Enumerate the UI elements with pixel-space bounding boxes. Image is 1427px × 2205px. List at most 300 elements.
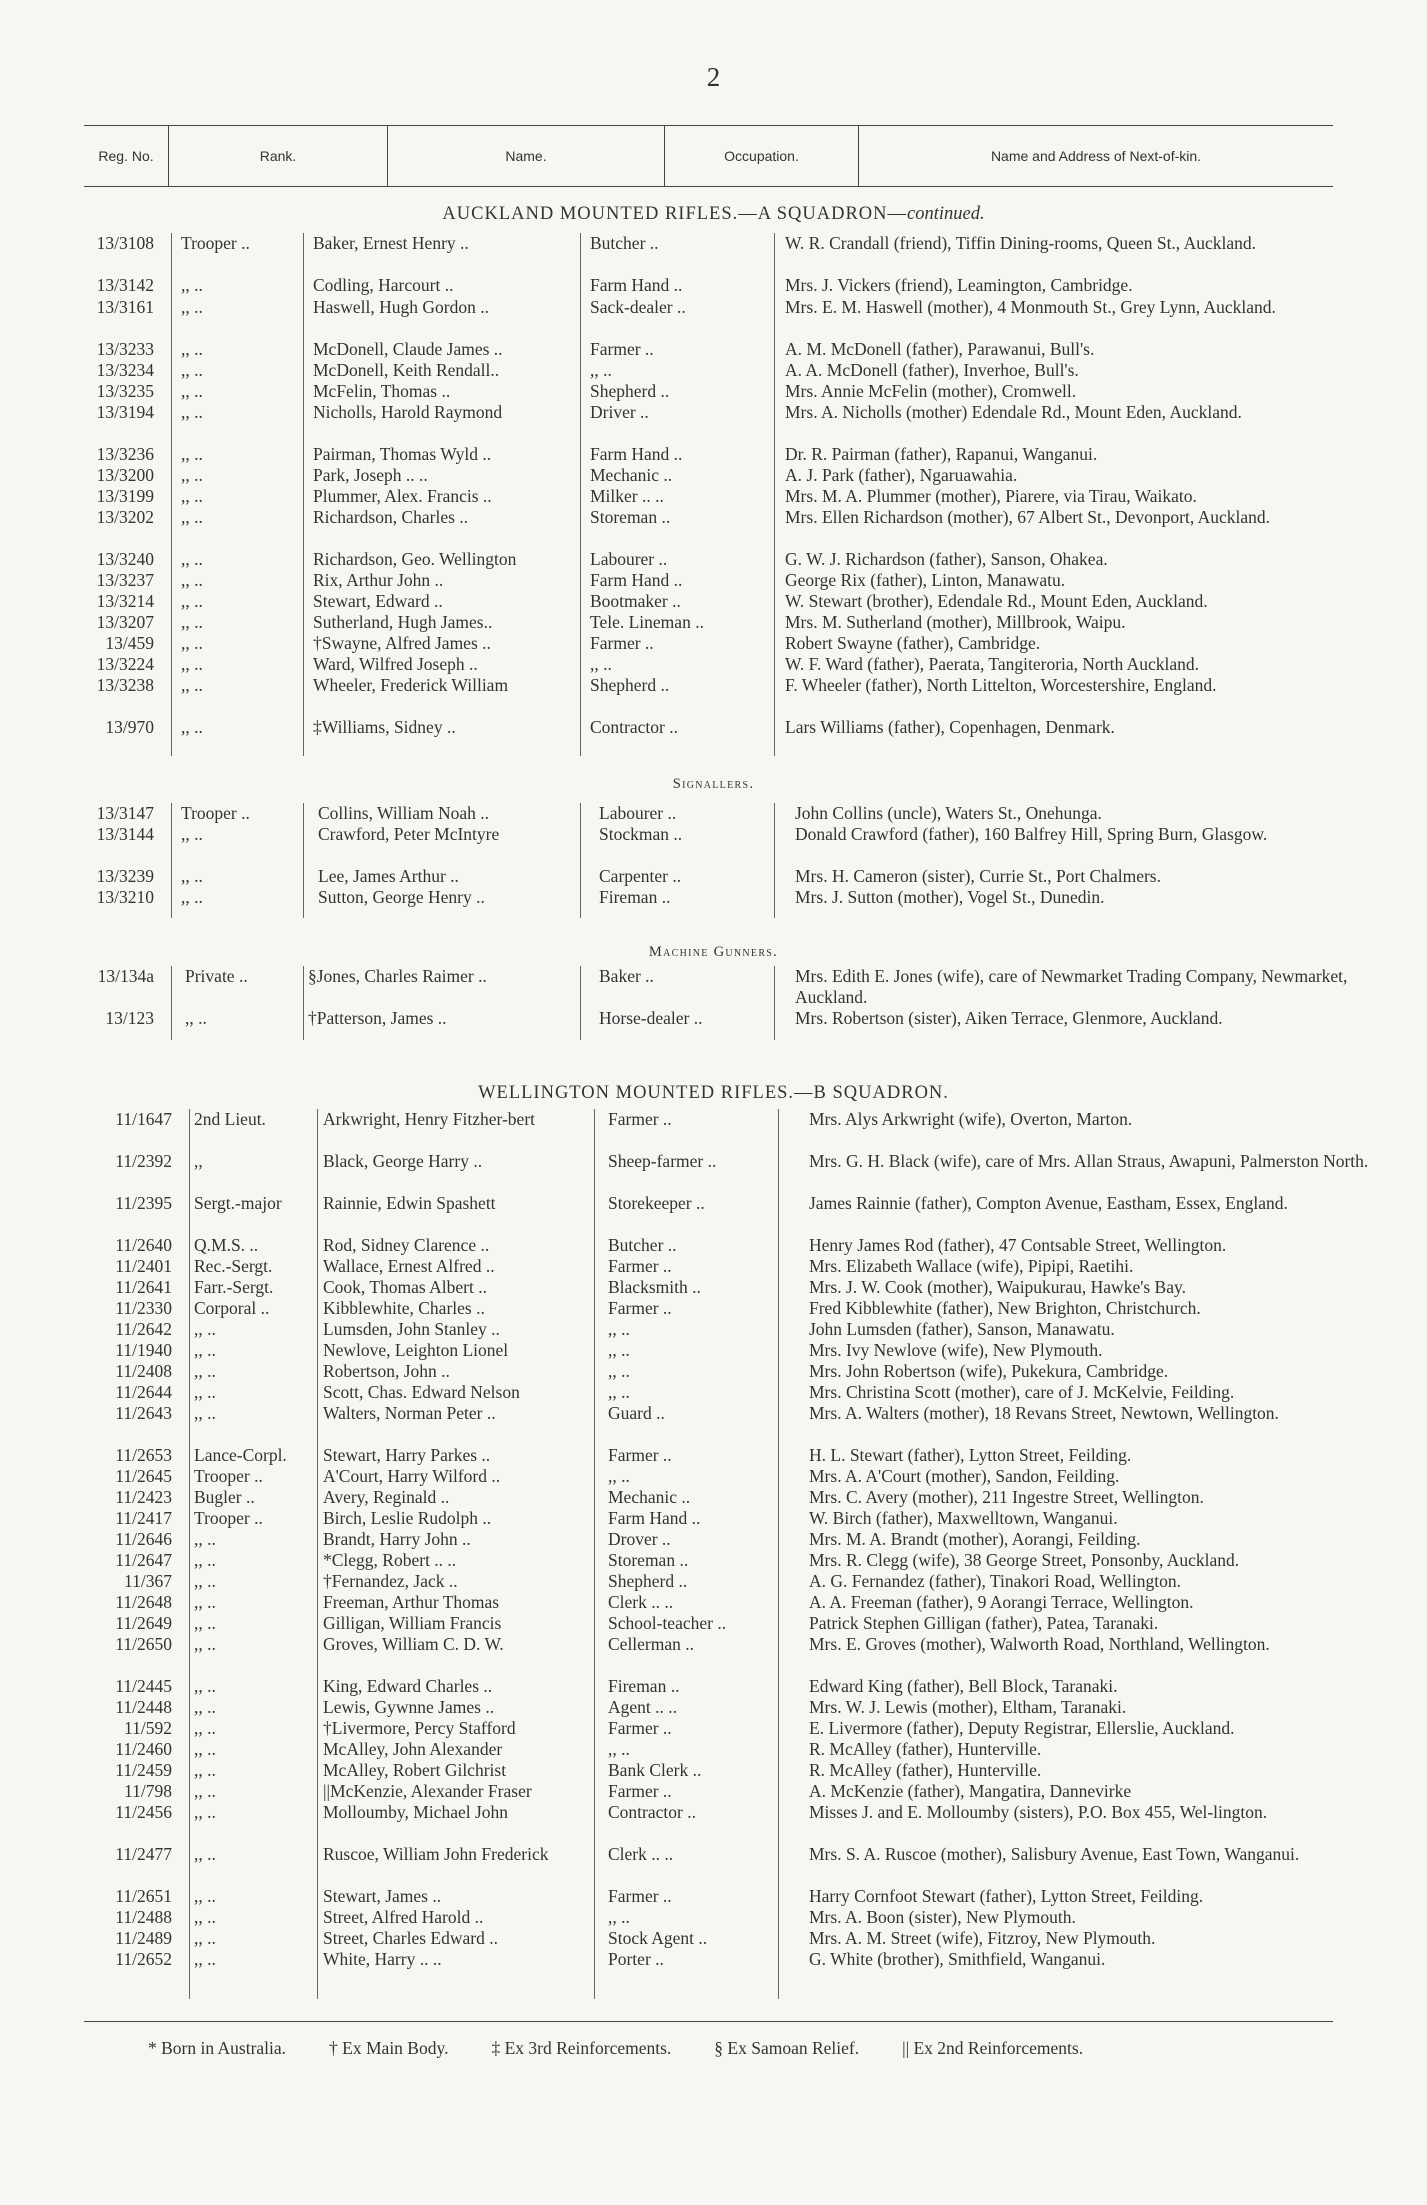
cell-rank: ,, .. (194, 1529, 216, 1549)
cell-name: Avery, Reginald .. (323, 1487, 450, 1507)
cell-occ: ,, .. (608, 1739, 630, 1759)
cell-occ: ,, .. (590, 360, 612, 380)
cell-name: ||McKenzie, Alexander Fraser (323, 1781, 532, 1801)
column-rule (189, 1109, 190, 1999)
cell-rank: Rec.-Sergt. (194, 1256, 273, 1276)
cell-reg: 11/1940 (115, 1340, 172, 1360)
cell-occ: Agent .. .. (608, 1697, 678, 1717)
cell-rank: ,, .. (181, 866, 203, 886)
cell-reg: 13/3224 (96, 654, 154, 674)
cell-reg: 13/3238 (96, 675, 154, 695)
cell-nok: Mrs. A. A'Court (mother), Sandon, Feilding. (809, 1466, 1120, 1486)
cell-reg: 11/2395 (115, 1193, 172, 1213)
cell-reg: 13/3142 (96, 275, 154, 295)
cell-occ: Drover .. (608, 1529, 671, 1549)
column-rule (317, 1109, 318, 1999)
cell-name: †Swayne, Alfred James .. (313, 633, 491, 653)
cell-occ: Driver .. (590, 402, 649, 422)
column-rule (580, 803, 581, 918)
cell-occ: Butcher .. (590, 233, 659, 253)
cell-reg: 11/2392 (115, 1151, 172, 1171)
cell-nok: H. L. Stewart (father), Lytton Street, Feilding. (809, 1445, 1132, 1465)
cell-reg: 11/2653 (115, 1445, 172, 1465)
cell-name: Ruscoe, William John Frederick (323, 1844, 549, 1864)
footnote: * Born in Australia. (148, 2038, 287, 2058)
cell-occ: Shepherd .. (608, 1571, 688, 1591)
cell-rank: Trooper .. (181, 803, 250, 823)
cell-occ: Butcher .. (608, 1235, 677, 1255)
cell-rank: ,, .. (181, 654, 203, 674)
cell-rank: ,, .. (194, 1739, 216, 1759)
cell-name: Arkwright, Henry Fitzher-bert (323, 1109, 536, 1129)
cell-nok: Robert Swayne (father), Cambridge. (785, 633, 1041, 653)
cell-occ: ,, .. (608, 1466, 630, 1486)
cell-name: Haswell, Hugh Gordon .. (313, 297, 489, 317)
cell-reg: 13/3207 (96, 612, 154, 632)
table-header (84, 125, 1333, 187)
cell-name: Pairman, Thomas Wyld .. (313, 444, 492, 464)
cell-occ: ,, .. (608, 1340, 630, 1360)
cell-reg: 11/1647 (115, 1109, 172, 1129)
cell-nok: Mrs. H. Cameron (sister), Currie St., Port Chalmers. (795, 866, 1161, 886)
cell-nok: Mrs. A. M. Street (wife), Fitzroy, New Plymouth. (809, 1928, 1156, 1948)
cell-reg: 11/2643 (115, 1403, 172, 1423)
cell-occ: Clerk .. .. (608, 1592, 674, 1612)
cell-nok: Donald Crawford (father), 160 Balfrey Hill, Spring Burn, Glasgow. (795, 824, 1268, 844)
cell-reg: 13/3199 (96, 486, 154, 506)
cell-nok: Mrs. S. A. Ruscoe (mother), Salisbury Avenue, East Town, Wanganui. (809, 1844, 1300, 1864)
cell-nok: Fred Kibblewhite (father), New Brighton, Christchurch. (809, 1298, 1201, 1318)
cell-reg: 11/367 (124, 1571, 172, 1591)
cell-name: Lee, James Arthur .. (318, 866, 459, 886)
cell-reg: 13/3161 (96, 297, 154, 317)
cell-nok: Dr. R. Pairman (father), Rapanui, Wanganui. (785, 444, 1098, 464)
cell-name: Nicholls, Harold Raymond (313, 402, 503, 422)
cell-nok: Mrs. John Robertson (wife), Pukekura, Cambridge. (809, 1361, 1169, 1381)
cell-nok: Henry James Rod (father), 47 Contsable Street, Wellington. (809, 1235, 1227, 1255)
cell-reg: 13/3147 (96, 803, 154, 823)
cell-name: Ward, Wilfred Joseph .. (313, 654, 478, 674)
cell-occ: Tele. Lineman .. (590, 612, 704, 632)
cell-nok: A. A. McDonell (father), Inverhoe, Bull's. (785, 360, 1079, 380)
cell-occ: ,, .. (608, 1907, 630, 1927)
cell-nok: Mrs. A. Boon (sister), New Plymouth. (809, 1907, 1076, 1927)
cell-occ: Storeman .. (590, 507, 671, 527)
cell-name: Black, George Harry .. (323, 1151, 483, 1171)
footer-rule (84, 2021, 1333, 2022)
cell-rank: Bugler .. (194, 1487, 255, 1507)
cell-rank: ,, .. (194, 1844, 216, 1864)
column-rule (580, 233, 581, 756)
cell-rank: ,, .. (194, 1592, 216, 1612)
column-rule (778, 1109, 779, 1999)
column-rule (303, 966, 304, 1040)
cell-name: Groves, William C. D. W. (323, 1634, 504, 1654)
cell-rank: ,, .. (185, 1008, 207, 1028)
cell-occ: Farmer .. (608, 1298, 672, 1318)
cell-occ: ,, .. (608, 1382, 630, 1402)
cell-reg: 11/2460 (115, 1739, 172, 1759)
cell-reg: 13/3234 (96, 360, 154, 380)
cell-rank: Q.M.S. .. (194, 1235, 259, 1255)
section-title (0, 776, 1427, 793)
cell-nok: John Lumsden (father), Sanson, Manawatu. (809, 1319, 1115, 1339)
cell-rank: ,, .. (194, 1949, 216, 1969)
cell-name: Birch, Leslie Rudolph .. (323, 1508, 492, 1528)
footnote: † Ex Main Body. (329, 2038, 449, 2058)
cell-occ: Fireman .. (599, 887, 671, 907)
cell-rank: Lance-Corpl. (194, 1445, 287, 1465)
column-rule (171, 966, 172, 1040)
cell-name: McDonell, Claude James .. (313, 339, 503, 359)
column-rule (303, 233, 304, 756)
cell-nok: Mrs. J. W. Cook (mother), Waipukurau, Hawke's Bay. (809, 1277, 1186, 1297)
cell-reg: 11/2648 (115, 1592, 172, 1612)
cell-name: Park, Joseph .. .. (313, 465, 428, 485)
cell-nok: Mrs. E. M. Haswell (mother), 4 Monmouth St., Grey Lynn, Auckland. (785, 297, 1276, 317)
cell-name: Stewart, Harry Parkes .. (323, 1445, 491, 1465)
cell-nok: A. McKenzie (father), Mangatira, Dannevirke (809, 1781, 1132, 1801)
cell-reg: 11/2417 (115, 1508, 172, 1528)
column-rule (580, 966, 581, 1040)
cell-rank: ,, .. (181, 339, 203, 359)
cell-rank: ,, .. (194, 1634, 216, 1654)
cell-rank: Trooper .. (194, 1466, 263, 1486)
cell-rank: ,, .. (181, 486, 203, 506)
cell-nok: Mrs. Edith E. Jones (wife), care of Newmarket Trading Company, Newmarket, Auckland. (795, 966, 1348, 1007)
cell-name: Street, Alfred Harold .. (323, 1907, 484, 1927)
cell-rank: ,, .. (181, 591, 203, 611)
cell-rank: ,, .. (194, 1886, 216, 1906)
cell-nok: E. Livermore (father), Deputy Registrar, Ellerslie, Auckland. (809, 1718, 1235, 1738)
section-title (0, 1083, 1427, 1104)
column-rule (774, 966, 775, 1040)
cell-nok: Mrs. E. Groves (mother), Walworth Road, Northland, Wellington. (809, 1634, 1270, 1654)
cell-rank: ,, .. (181, 824, 203, 844)
cell-name: Newlove, Leighton Lionel (323, 1340, 509, 1360)
cell-nok: Mrs. Annie McFelin (mother), Cromwell. (785, 381, 1077, 401)
header-next-of-kin: Name and Address of Next-of-kin. (990, 148, 1202, 164)
cell-occ: Farm Hand .. (608, 1508, 701, 1528)
column-rule (594, 1109, 595, 1999)
cell-occ: Porter .. (608, 1949, 664, 1969)
cell-nok: Mrs. J. Sutton (mother), Vogel St., Dunedin. (795, 887, 1105, 907)
cell-occ: Storeman .. (608, 1550, 689, 1570)
cell-name: †Livermore, Percy Stafford (323, 1718, 516, 1738)
cell-occ: Guard .. (608, 1403, 665, 1423)
cell-rank: Sergt.-major (194, 1193, 282, 1213)
cell-rank: ,, .. (194, 1928, 216, 1948)
cell-name: Sutherland, Hugh James.. (313, 612, 493, 632)
cell-nok: G. W. J. Richardson (father), Sanson, Ohakea. (785, 549, 1108, 569)
cell-reg: 11/2330 (115, 1298, 172, 1318)
cell-occ: Farm Hand .. (590, 275, 683, 295)
cell-nok: Mrs. Alys Arkwright (wife), Overton, Marton. (809, 1109, 1133, 1129)
cell-reg: 11/2489 (115, 1928, 172, 1948)
section-title (0, 204, 1427, 225)
section-title-text: AUCKLAND MOUNTED RIFLES.—A SQUADRON— (442, 204, 908, 224)
cell-name: Rainnie, Edwin Spashett (323, 1193, 496, 1213)
cell-occ: Shepherd .. (590, 675, 670, 695)
cell-occ: Milker .. .. (590, 486, 664, 506)
cell-reg: 13/3144 (96, 824, 154, 844)
cell-nok: A. A. Freeman (father), 9 Aorangi Terrace, Wellington. (809, 1592, 1194, 1612)
cell-nok: Mrs. A. Nicholls (mother) Edendale Rd., Mount Eden, Auckland. (785, 402, 1242, 422)
cell-reg: 13/123 (105, 1008, 154, 1028)
cell-rank: Trooper .. (194, 1508, 263, 1528)
page-number: 2 (706, 62, 721, 92)
cell-name: Street, Charles Edward .. (323, 1928, 498, 1948)
cell-name: Brandt, Harry John .. (323, 1529, 471, 1549)
cell-reg: 11/2650 (115, 1634, 172, 1654)
cell-occ: Farmer .. (590, 339, 654, 359)
cell-occ: Farm Hand .. (590, 444, 683, 464)
cell-rank: ,, .. (194, 1613, 216, 1633)
cell-reg: 11/592 (124, 1718, 172, 1738)
footnote: ‡ Ex 3rd Reinforcements. (491, 2038, 672, 2058)
cell-nok: Mrs. G. H. Black (wife), care of Mrs. Allan Straus, Awapuni, Palmerston North. (809, 1151, 1369, 1171)
cell-name: Lewis, Gywnne James .. (323, 1697, 495, 1717)
cell-occ: Labourer .. (590, 549, 668, 569)
cell-nok: Mrs. W. J. Lewis (mother), Eltham, Taranaki. (809, 1697, 1127, 1717)
cell-reg: 13/3233 (96, 339, 154, 359)
cell-nok: W. Stewart (brother), Edendale Rd., Mount Eden, Auckland. (785, 591, 1208, 611)
cell-nok: Mrs. R. Clegg (wife), 38 George Street, Ponsonby, Auckland. (809, 1550, 1240, 1570)
cell-nok: Mrs. C. Avery (mother), 211 Ingestre Street, Wellington. (809, 1487, 1204, 1507)
cell-nok: Mrs. M. A. Plummer (mother), Piarere, via Tirau, Waikato. (785, 486, 1197, 506)
cell-name: Plummer, Alex. Francis .. (313, 486, 492, 506)
cell-name: †Fernandez, Jack .. (323, 1571, 458, 1591)
cell-rank: ,, .. (194, 1760, 216, 1780)
cell-occ: Labourer .. (599, 803, 677, 823)
cell-reg: 11/2645 (115, 1466, 172, 1486)
cell-reg: 13/3235 (96, 381, 154, 401)
cell-name: Crawford, Peter McIntyre (318, 824, 500, 844)
cell-occ: Farm Hand .. (590, 570, 683, 590)
cell-rank: ,, .. (181, 887, 203, 907)
cell-name: Stewart, Edward .. (313, 591, 443, 611)
cell-name: Wallace, Ernest Alfred .. (323, 1256, 495, 1276)
cell-occ: Carpenter .. (599, 866, 682, 886)
cell-occ: Sack-dealer .. (590, 297, 686, 317)
cell-name: King, Edward Charles .. (323, 1676, 493, 1696)
header-occupation: Occupation. (724, 148, 799, 164)
cell-reg: 13/459 (105, 633, 154, 653)
cell-occ: Farmer .. (608, 1445, 672, 1465)
cell-rank: ,, .. (194, 1382, 216, 1402)
cell-reg: 11/2646 (115, 1529, 172, 1549)
cell-name: Scott, Chas. Edward Nelson (323, 1382, 520, 1402)
cell-rank: ,, .. (194, 1697, 216, 1717)
cell-occ: Farmer .. (608, 1256, 672, 1276)
cell-name: Rix, Arthur John .. (313, 570, 444, 590)
cell-nok: Mrs. M. A. Brandt (mother), Aorangi, Feilding. (809, 1529, 1141, 1549)
cell-rank: ,, .. (181, 507, 203, 527)
cell-name: Cook, Thomas Albert .. (323, 1277, 487, 1297)
cell-rank: Corporal .. (194, 1298, 270, 1318)
cell-name: Richardson, Geo. Wellington (313, 549, 517, 569)
cell-name: McFelin, Thomas .. (313, 381, 451, 401)
column-rule (774, 233, 775, 756)
cell-reg: 11/2647 (115, 1550, 172, 1570)
cell-nok: Patrick Stephen Gilligan (father), Patea, Taranaki. (809, 1613, 1159, 1633)
cell-reg: 13/3202 (96, 507, 154, 527)
cell-rank: ,, .. (194, 1571, 216, 1591)
cell-name: Molloumby, Michael John (323, 1802, 509, 1822)
cell-name: Collins, William Noah .. (318, 803, 490, 823)
cell-nok: F. Wheeler (father), North Littelton, Worcestershire, England. (785, 675, 1217, 695)
cell-reg: 13/3240 (96, 549, 154, 569)
cell-rank: ,, .. (181, 549, 203, 569)
cell-reg: 11/2423 (115, 1487, 172, 1507)
cell-nok: W. R. Crandall (friend), Tiffin Dining-rooms, Queen St., Auckland. (785, 233, 1257, 253)
cell-occ: Clerk .. .. (608, 1844, 674, 1864)
cell-reg: 11/2459 (115, 1760, 172, 1780)
cell-nok: G. White (brother), Smithfield, Wanganui. (809, 1949, 1106, 1969)
cell-reg: 13/3214 (96, 591, 154, 611)
cell-nok: Lars Williams (father), Copenhagen, Denmark. (785, 717, 1115, 737)
section-title-suffix: continued. (907, 204, 985, 224)
cell-occ: Contractor .. (608, 1802, 696, 1822)
column-rule (303, 803, 304, 918)
cell-rank: Farr.-Sergt. (194, 1277, 274, 1297)
cell-rank: ,, .. (194, 1361, 216, 1381)
cell-nok: Mrs. Robertson (sister), Aiken Terrace, Glenmore, Auckland. (795, 1008, 1223, 1028)
footnote: || Ex 2nd Reinforcements. (902, 2038, 1084, 2058)
cell-nok: R. McAlley (father), Hunterville. (809, 1760, 1042, 1780)
section-title-text: Machine Gunners. (648, 944, 779, 960)
cell-reg: 11/2477 (115, 1844, 172, 1864)
cell-name: Baker, Ernest Henry .. (313, 233, 469, 253)
cell-nok: John Collins (uncle), Waters St., Onehunga. (795, 803, 1102, 823)
cell-name: White, Harry .. .. (323, 1949, 442, 1969)
cell-nok: W. Birch (father), Maxwelltown, Wanganui. (809, 1508, 1118, 1528)
cell-nok: A. G. Fernandez (father), Tinakori Road, Wellington. (809, 1571, 1182, 1591)
cell-rank: ,, .. (194, 1550, 216, 1570)
cell-nok: Mrs. A. Walters (mother), 18 Revans Street, Newtown, Wellington. (809, 1403, 1279, 1423)
cell-name: McAlley, John Alexander (323, 1739, 503, 1759)
cell-name: Wheeler, Frederick William (313, 675, 509, 695)
cell-rank: ,, .. (181, 297, 203, 317)
cell-occ: Bank Clerk .. (608, 1760, 702, 1780)
cell-nok: Misses J. and E. Molloumby (sisters), P.O. Box 455, Wel-lington. (809, 1802, 1268, 1822)
cell-name: Stewart, James .. (323, 1886, 442, 1906)
cell-name: Freeman, Arthur Thomas (323, 1592, 500, 1612)
cell-occ: Shepherd .. (590, 381, 670, 401)
cell-rank: ,, .. (181, 612, 203, 632)
cell-rank: ,, .. (181, 465, 203, 485)
column-rule (774, 803, 775, 918)
cell-occ: Baker .. (599, 966, 654, 986)
cell-reg: 11/2456 (115, 1802, 172, 1822)
cell-occ: Storekeeper .. (608, 1193, 705, 1213)
cell-reg: 11/2488 (115, 1907, 172, 1927)
cell-reg: 11/2401 (115, 1256, 172, 1276)
cell-reg: 11/2652 (115, 1949, 172, 1969)
cell-occ: Mechanic .. (608, 1487, 691, 1507)
cell-name: Codling, Harcourt .. (313, 275, 454, 295)
column-rule (171, 233, 172, 756)
cell-rank: ,, .. (194, 1340, 216, 1360)
cell-occ: Blacksmith .. (608, 1277, 701, 1297)
cell-reg: 13/970 (105, 717, 154, 737)
cell-occ: Farmer .. (608, 1718, 672, 1738)
cell-reg: 11/2408 (115, 1361, 172, 1381)
cell-nok: James Rainnie (father), Compton Avenue, Eastham, Essex, England. (809, 1193, 1288, 1213)
cell-name: A'Court, Harry Wilford .. (323, 1466, 501, 1486)
cell-occ: ,, .. (608, 1361, 630, 1381)
cell-occ: School-teacher .. (608, 1613, 727, 1633)
cell-reg: 13/3239 (96, 866, 154, 886)
cell-nok: Mrs. J. Vickers (friend), Leamington, Cambridge. (785, 275, 1133, 295)
cell-name: Rod, Sidney Clarence .. (323, 1235, 490, 1255)
cell-name: Sutton, George Henry .. (318, 887, 485, 907)
cell-nok: W. F. Ward (father), Paerata, Tangiteroria, North Auckland. (785, 654, 1200, 674)
cell-rank: ,, .. (194, 1907, 216, 1927)
cell-name: McDonell, Keith Rendall.. (313, 360, 500, 380)
cell-reg: 11/798 (124, 1781, 172, 1801)
cell-occ: Horse-dealer .. (599, 1008, 703, 1028)
cell-nok: A. M. McDonell (father), Parawanui, Bull's. (785, 339, 1095, 359)
cell-rank: ,, .. (181, 633, 203, 653)
cell-reg: 11/2640 (115, 1235, 172, 1255)
cell-name: *Clegg, Robert .. .. (323, 1550, 457, 1570)
cell-rank: ,, .. (194, 1781, 216, 1801)
cell-reg: 11/2649 (115, 1613, 172, 1633)
cell-nok: R. McAlley (father), Hunterville. (809, 1739, 1042, 1759)
cell-reg: 13/3236 (96, 444, 154, 464)
section-title (0, 944, 1427, 961)
cell-name: McAlley, Robert Gilchrist (323, 1760, 507, 1780)
cell-rank: ,, .. (181, 381, 203, 401)
header-rank: Rank. (259, 148, 297, 164)
cell-rank: ,, .. (194, 1676, 216, 1696)
cell-reg: 11/2445 (115, 1676, 172, 1696)
footnote: § Ex Samoan Relief. (714, 2038, 860, 2058)
header-reg-no: Reg. No. (98, 148, 154, 164)
cell-nok: Mrs. Elizabeth Wallace (wife), Pipipi, Raetihi. (809, 1256, 1134, 1276)
cell-name: Richardson, Charles .. (313, 507, 469, 527)
section-title-text: WELLINGTON MOUNTED RIFLES.—B SQUADRON. (478, 1083, 949, 1103)
cell-nok: Mrs. Ivy Newlove (wife), New Plymouth. (809, 1340, 1103, 1360)
cell-reg: 13/3194 (96, 402, 154, 422)
cell-name: §Jones, Charles Raimer .. (308, 966, 487, 986)
cell-occ: Fireman .. (608, 1676, 680, 1696)
cell-occ: Sheep-farmer .. (608, 1151, 717, 1171)
cell-reg: 11/2448 (115, 1697, 172, 1717)
cell-rank: ,, .. (181, 675, 203, 695)
cell-occ: Mechanic .. (590, 465, 673, 485)
cell-name: Gilligan, William Francis (323, 1613, 502, 1633)
cell-rank: ,, .. (194, 1319, 216, 1339)
cell-occ: ,, .. (590, 654, 612, 674)
cell-occ: Farmer .. (590, 633, 654, 653)
cell-reg: 13/3200 (96, 465, 154, 485)
cell-occ: Farmer .. (608, 1781, 672, 1801)
cell-rank: ,, .. (194, 1718, 216, 1738)
cell-name: †Patterson, James .. (308, 1008, 447, 1028)
cell-nok: George Rix (father), Linton, Manawatu. (785, 570, 1066, 590)
cell-rank: ,, .. (181, 570, 203, 590)
cell-occ: Cellerman .. (608, 1634, 695, 1654)
footnotes (148, 2038, 1328, 2059)
cell-occ: Farmer .. (608, 1109, 672, 1129)
header-name: Name. (505, 148, 547, 164)
cell-occ: Contractor .. (590, 717, 678, 737)
cell-nok: Edward King (father), Bell Block, Taranaki. (809, 1676, 1118, 1696)
cell-rank: ,, .. (194, 1802, 216, 1822)
cell-reg: 11/2642 (115, 1319, 172, 1339)
